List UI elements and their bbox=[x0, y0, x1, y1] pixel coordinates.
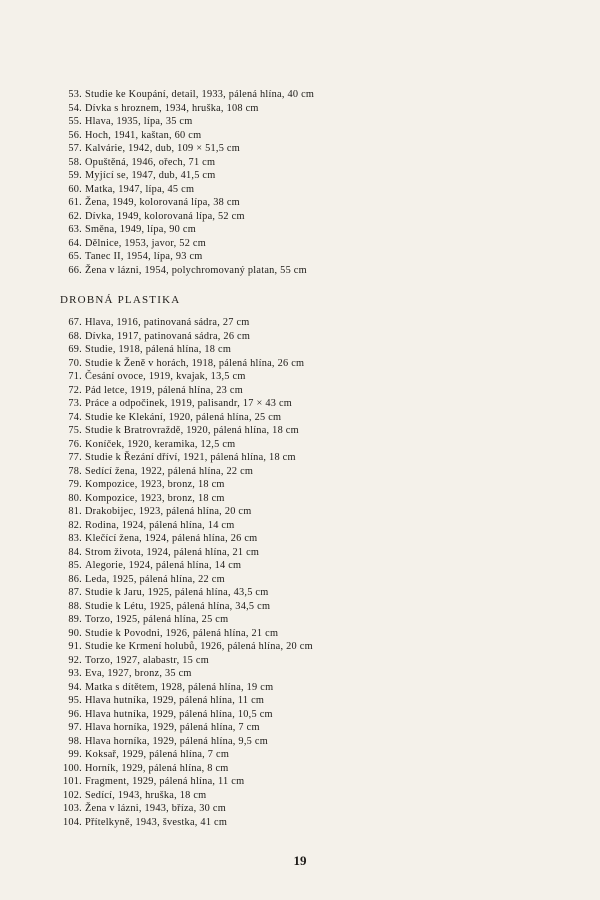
catalogue-entry bbox=[0, 237, 600, 251]
entry-text: Studie ke Klekání, 1920, pálená hlína, 25 cm bbox=[85, 411, 282, 423]
catalogue-entry bbox=[0, 775, 600, 789]
entry-text: Koksař, 1929, pálená hlína, 7 cm bbox=[85, 749, 230, 760]
entry-text: Matka, 1947, lípa, 45 cm bbox=[85, 183, 195, 195]
entry-text: Studie ke Krmení holubů, 1926, pálená hlína, 20 cm bbox=[85, 641, 313, 652]
catalogue-entry bbox=[0, 451, 600, 465]
entry-text: Hlava, 1935, lípa, 35 cm bbox=[85, 116, 193, 127]
catalogue-entry bbox=[0, 735, 600, 749]
entry-text: Hlava, 1916, patinovaná sádra, 27 cm bbox=[85, 317, 250, 328]
entry-number: 86. bbox=[68, 573, 82, 585]
entry-number: 88. bbox=[68, 600, 82, 612]
entry-number: 100. bbox=[62, 762, 82, 774]
entry-number: 61. bbox=[68, 197, 82, 208]
entry-text: Žena v lázni, 1954, polychromovaný platan, 55 cm bbox=[85, 264, 307, 276]
entry-number: 55. bbox=[68, 116, 82, 127]
catalogue-entry bbox=[0, 802, 600, 816]
entry-text: Myjící se, 1947, dub, 41,5 cm bbox=[85, 170, 216, 181]
catalogue-entry bbox=[0, 142, 600, 156]
entry-number: 62. bbox=[68, 210, 82, 222]
catalogue-entry bbox=[0, 586, 600, 600]
entry-text: Sedící, 1943, hruška, 18 cm bbox=[85, 789, 207, 801]
entry-number: 53. bbox=[68, 89, 82, 100]
catalogue-entry bbox=[0, 156, 600, 170]
catalogue-entry bbox=[0, 424, 600, 438]
catalogue-entry bbox=[0, 478, 600, 492]
entry-text: Studie, 1918, pálená hlína, 18 cm bbox=[85, 344, 232, 355]
entry-number: 84. bbox=[68, 546, 82, 558]
page-number: 19 bbox=[293, 853, 307, 868]
entry-text: Hlava hutníka, 1929, pálená hlína, 11 cm bbox=[85, 695, 265, 706]
entry-text: Eva, 1927, bronz, 35 cm bbox=[85, 668, 192, 679]
entry-text: Studie k Bratrovraždě, 1920, pálená hlína, 18 cm bbox=[85, 425, 299, 436]
entry-text: Přítelkyně, 1943, švestka, 41 cm bbox=[85, 816, 228, 828]
entry-text: Horník, 1929, pálená hlína, 8 cm bbox=[85, 762, 229, 774]
catalogue-entry bbox=[0, 384, 600, 398]
entry-number: 66. bbox=[68, 264, 82, 276]
entry-number: 68. bbox=[68, 330, 82, 342]
catalogue-entry bbox=[0, 264, 600, 278]
entry-text: Studie k Řezání dříví, 1921, pálená hlína, 18 cm bbox=[85, 452, 296, 463]
entry-text: Studie k Ženě v horách, 1918, pálená hlína, 26 cm bbox=[85, 357, 305, 369]
entry-number: 99. bbox=[68, 749, 82, 760]
entry-text: Drakobijec, 1923, pálená hlína, 20 cm bbox=[85, 506, 252, 517]
entry-text: Rodina, 1924, pálená hlína, 14 cm bbox=[85, 519, 235, 531]
catalogue-list-small-sculpture bbox=[0, 316, 600, 829]
entry-number: 60. bbox=[68, 183, 82, 195]
catalogue-entry bbox=[0, 438, 600, 452]
entry-number: 102. bbox=[62, 789, 82, 801]
entry-number: 57. bbox=[68, 143, 82, 154]
entry-number: 98. bbox=[68, 735, 82, 747]
entry-number: 104. bbox=[62, 816, 82, 828]
entry-text: Dívka, 1949, kolorovaná lípa, 52 cm bbox=[85, 210, 245, 222]
catalogue-entry bbox=[0, 532, 600, 546]
entry-text: Práce a odpočinek, 1919, palisandr, 17 × 43 cm bbox=[85, 398, 293, 409]
entry-text: Opuštěná, 1946, ořech, 71 cm bbox=[85, 156, 216, 168]
catalogue-entry bbox=[0, 681, 600, 695]
entry-number: 91. bbox=[68, 641, 82, 652]
catalogue-entry bbox=[0, 762, 600, 776]
entry-text: Směna, 1949, lípa, 90 cm bbox=[85, 224, 196, 235]
entry-number: 85. bbox=[68, 560, 82, 571]
catalogue-entry bbox=[0, 694, 600, 708]
catalogue-entry bbox=[0, 115, 600, 129]
entry-text: Fragment, 1929, pálená hlína, 11 cm bbox=[85, 776, 245, 787]
entry-number: 101. bbox=[62, 776, 82, 787]
entry-number: 89. bbox=[68, 614, 82, 625]
catalogue-entry bbox=[0, 102, 600, 116]
entry-number: 94. bbox=[68, 681, 82, 693]
catalogue-entry bbox=[0, 169, 600, 183]
entry-number: 81. bbox=[68, 506, 82, 517]
entry-text: Matka s dítětem, 1928, pálená hlína, 19 cm bbox=[85, 681, 274, 693]
catalogue-list-sculpture bbox=[0, 88, 600, 277]
entry-number: 80. bbox=[68, 492, 82, 504]
entry-number: 74. bbox=[68, 411, 82, 423]
catalogue-entry bbox=[0, 816, 600, 830]
entry-text: Torzo, 1927, alabastr, 15 cm bbox=[85, 654, 209, 666]
catalogue-entry bbox=[0, 627, 600, 641]
catalogue-entry bbox=[0, 573, 600, 587]
section-heading: DROBNÁ PLASTIKA bbox=[60, 294, 181, 306]
entry-text: Kompozice, 1923, bronz, 18 cm bbox=[85, 492, 225, 504]
entry-text: Studie k Jaru, 1925, pálená hlína, 43,5 cm bbox=[85, 587, 269, 598]
entry-number: 58. bbox=[68, 156, 82, 168]
catalogue-entry bbox=[0, 748, 600, 762]
catalogue-entry bbox=[0, 183, 600, 197]
catalogue-entry bbox=[0, 640, 600, 654]
entry-number: 72. bbox=[68, 384, 82, 396]
entry-text: Kompozice, 1923, bronz, 18 cm bbox=[85, 479, 225, 490]
entry-text: Dívka, 1917, patinovaná sádra, 26 cm bbox=[85, 330, 251, 342]
entry-text: Hlava horníka, 1929, pálená hlína, 9,5 cm bbox=[85, 735, 268, 747]
entry-text: Studie ke Koupání, detail, 1933, pálená hlína, 40 cm bbox=[85, 89, 315, 100]
catalogue-entry bbox=[0, 316, 600, 330]
entry-text: Sedící žena, 1922, pálená hlína, 22 cm bbox=[85, 465, 254, 477]
catalogue-entry bbox=[0, 654, 600, 668]
entry-number: 67. bbox=[68, 317, 82, 328]
entry-text: Leda, 1925, pálená hlína, 22 cm bbox=[85, 573, 225, 585]
catalogue-entry bbox=[0, 667, 600, 681]
catalogue-entry bbox=[0, 465, 600, 479]
entry-number: 90. bbox=[68, 627, 82, 639]
entry-text: Klečící žena, 1924, pálená hlína, 26 cm bbox=[85, 533, 258, 544]
catalogue-entry bbox=[0, 370, 600, 384]
entry-text: Žena v lázni, 1943, bříza, 30 cm bbox=[85, 803, 226, 814]
entry-text: Strom života, 1924, pálená hlína, 21 cm bbox=[85, 546, 260, 558]
entry-number: 95. bbox=[68, 695, 82, 706]
entry-text: Česání ovoce, 1919, kvajak, 13,5 cm bbox=[85, 371, 246, 382]
entry-text: Tanec II, 1954, lípa, 93 cm bbox=[85, 251, 203, 262]
entry-number: 64. bbox=[68, 237, 82, 249]
catalogue-entry bbox=[0, 546, 600, 560]
entry-text: Studie k Létu, 1925, pálená hlína, 34,5 cm bbox=[85, 600, 271, 612]
entry-number: 93. bbox=[68, 668, 82, 679]
entry-number: 73. bbox=[68, 398, 82, 409]
entry-number: 96. bbox=[68, 708, 82, 720]
catalogue-entry bbox=[0, 210, 600, 224]
catalogue-entry bbox=[0, 519, 600, 533]
entry-text: Hoch, 1941, kaštan, 60 cm bbox=[85, 129, 202, 141]
entry-number: 69. bbox=[68, 344, 82, 355]
entry-number: 76. bbox=[68, 438, 82, 450]
catalogue-entry bbox=[0, 613, 600, 627]
catalogue-entry bbox=[0, 357, 600, 371]
entry-number: 63. bbox=[68, 224, 82, 235]
entry-text: Kalvárie, 1942, dub, 109 × 51,5 cm bbox=[85, 143, 241, 154]
catalogue-entry bbox=[0, 505, 600, 519]
entry-number: 71. bbox=[68, 371, 82, 382]
catalogue-entry bbox=[0, 559, 600, 573]
entry-number: 59. bbox=[68, 170, 82, 181]
entry-text: Hlava hutníka, 1929, pálená hlína, 10,5 cm bbox=[85, 708, 273, 720]
entry-text: Dělnice, 1953, javor, 52 cm bbox=[85, 237, 207, 249]
catalogue-entry bbox=[0, 330, 600, 344]
entry-text: Hlava horníka, 1929, pálená hlína, 7 cm bbox=[85, 722, 260, 733]
catalogue-entry bbox=[0, 397, 600, 411]
entry-number: 70. bbox=[68, 357, 82, 369]
catalogue-entry bbox=[0, 492, 600, 506]
catalogue-entry bbox=[0, 196, 600, 210]
entry-text: Studie k Povodni, 1926, pálená hlína, 21 cm bbox=[85, 627, 279, 639]
entry-number: 87. bbox=[68, 587, 82, 598]
entry-text: Torzo, 1925, pálená hlína, 25 cm bbox=[85, 614, 229, 625]
entry-text: Koníček, 1920, keramika, 12,5 cm bbox=[85, 438, 236, 450]
entry-number: 83. bbox=[68, 533, 82, 544]
entry-number: 56. bbox=[68, 129, 82, 141]
catalogue-entry bbox=[0, 411, 600, 425]
entry-text: Pád letce, 1919, pálená hlína, 23 cm bbox=[85, 384, 243, 396]
entry-number: 103. bbox=[62, 803, 82, 814]
entry-text: Alegorie, 1924, pálená hlína, 14 cm bbox=[85, 560, 242, 571]
entry-number: 92. bbox=[68, 654, 82, 666]
catalogue-entry bbox=[0, 88, 600, 102]
entry-number: 54. bbox=[68, 102, 82, 114]
catalogue-entry bbox=[0, 129, 600, 143]
entry-number: 79. bbox=[68, 479, 82, 490]
entry-number: 97. bbox=[68, 722, 82, 733]
catalogue-entry bbox=[0, 708, 600, 722]
entry-text: Žena, 1949, kolorovaná lípa, 38 cm bbox=[85, 197, 240, 208]
catalogue-entry bbox=[0, 250, 600, 264]
entry-number: 78. bbox=[68, 465, 82, 477]
catalogue-entry bbox=[0, 223, 600, 237]
catalogue-entry bbox=[0, 789, 600, 803]
entry-number: 75. bbox=[68, 425, 82, 436]
catalogue-entry bbox=[0, 721, 600, 735]
entry-text: Dívka s hroznem, 1934, hruška, 108 cm bbox=[85, 102, 259, 114]
entry-number: 82. bbox=[68, 519, 82, 531]
entry-number: 65. bbox=[68, 251, 82, 262]
catalogue-entry bbox=[0, 600, 600, 614]
entry-number: 77. bbox=[68, 452, 82, 463]
catalogue-entry bbox=[0, 343, 600, 357]
